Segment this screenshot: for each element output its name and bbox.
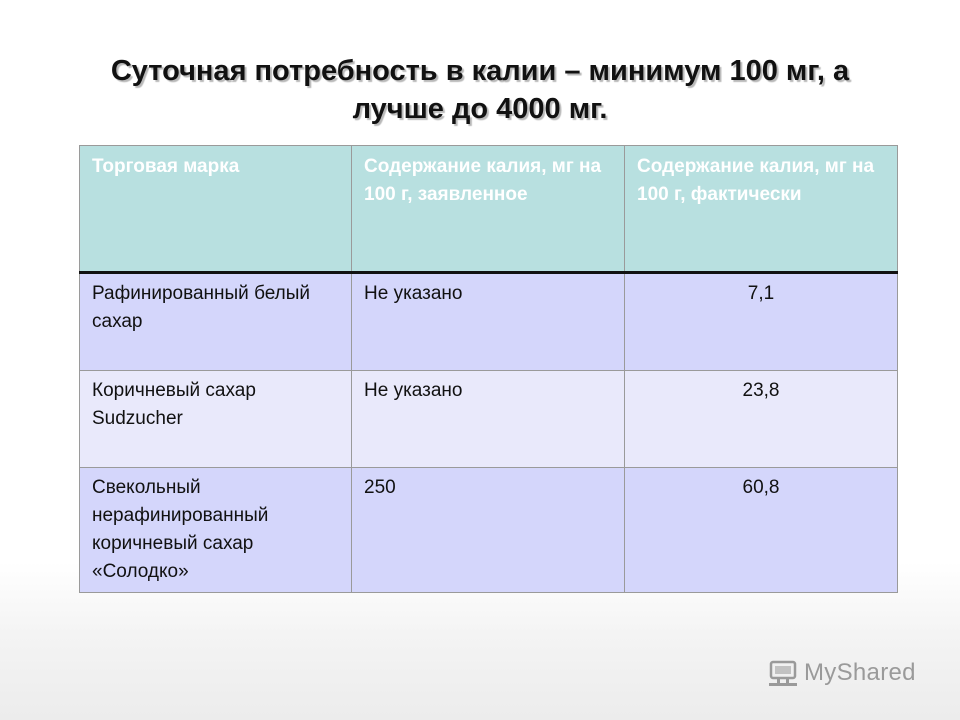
cell-actual: 60,8	[625, 468, 898, 593]
table-header-row	[80, 146, 898, 273]
potassium-table-container	[79, 145, 897, 593]
slide-title-line-2: лучше до 4000 мг.	[352, 93, 608, 125]
header-declared: Содержание калия, мг на 100 г, заявленное	[352, 146, 625, 273]
header-brand: Торговая марка	[80, 146, 352, 273]
potassium-table	[79, 145, 898, 593]
cell-declared: 250	[352, 468, 625, 593]
cell-declared: Не указано	[352, 273, 625, 371]
myshared-logo-icon	[768, 659, 798, 687]
slide-title	[60, 52, 900, 128]
table-row	[80, 273, 898, 371]
myshared-watermark	[768, 655, 938, 691]
cell-actual: 23,8	[625, 371, 898, 468]
header-actual: Содержание калия, мг на 100 г, фактически	[625, 146, 898, 273]
cell-actual: 7,1	[625, 273, 898, 371]
slide-title-line-1: Суточная потребность в калии – минимум 100 мг, а	[110, 55, 850, 87]
myshared-logo-text: MyShared	[804, 659, 916, 686]
cell-brand: Свекольный нерафинированный коричневый сахар «Солодко»	[80, 468, 352, 593]
table-row	[80, 371, 898, 468]
cell-brand: Рафинированный белый сахар	[80, 273, 352, 371]
cell-brand: Коричневый сахар Sudzucher	[80, 371, 352, 468]
cell-declared: Не указано	[352, 371, 625, 468]
table-row	[80, 468, 898, 593]
